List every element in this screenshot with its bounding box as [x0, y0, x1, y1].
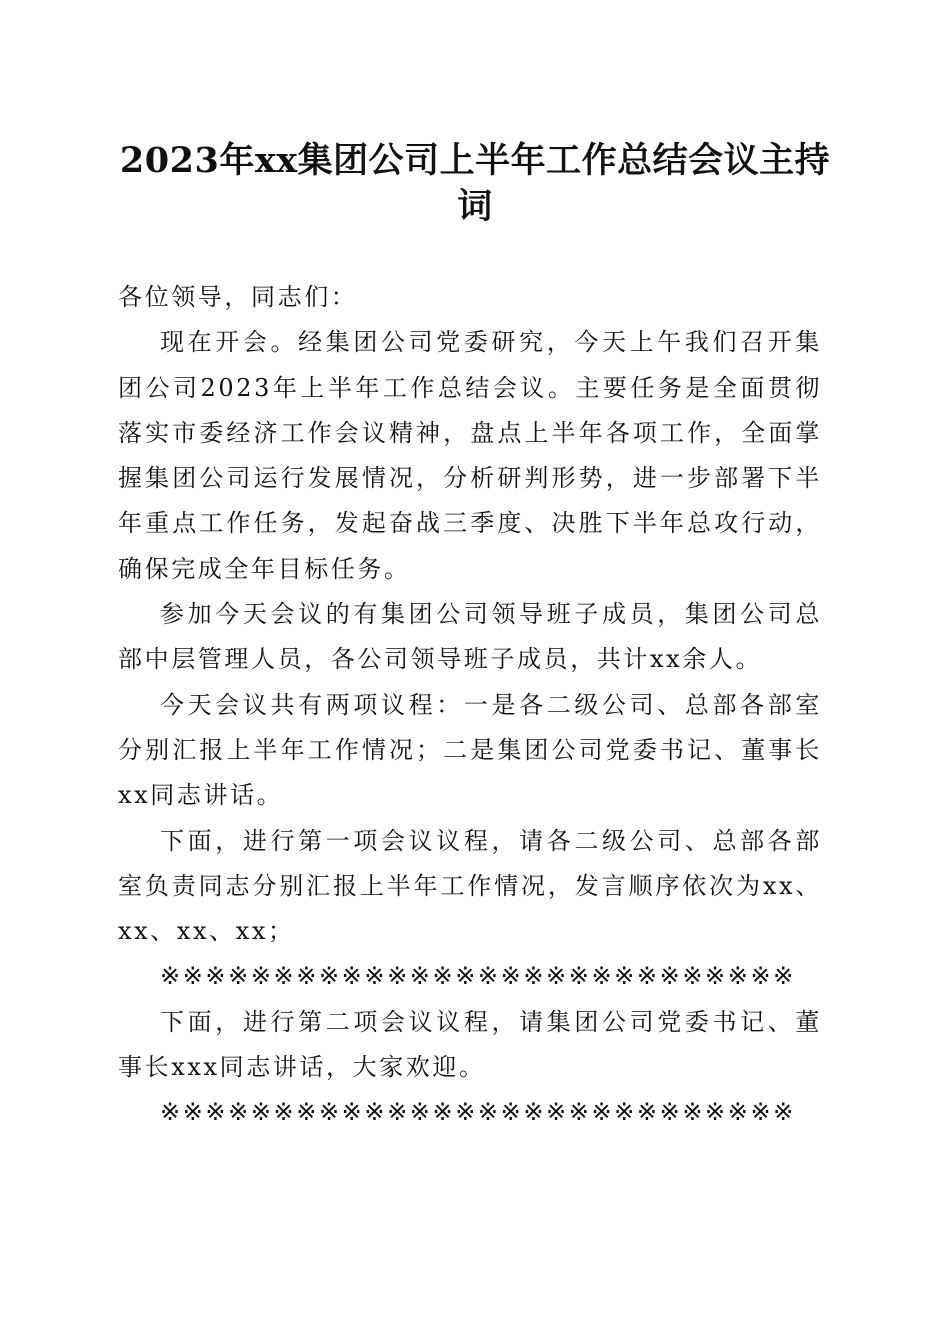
separator-line-1: ※※※※※※※※※※※※※※※※※※※※※※※※※※※※	[160, 962, 796, 991]
paragraph-opening: 现在开会。经集团公司党委研究，今天上午我们召开集团公司2023年上半年工作总结会议。主要任务是全面贯彻落实市委经济工作会议精神，盘点上半年各项工作，全面掌握集团公司运行发展情况，分析研判形势，进一步部署下半年重点工作任务，发起奋战三季度、决胜下半年总攻行动，确保完成全年目标任务。	[118, 328, 822, 583]
salutation: 各位领导，同志们：	[118, 283, 358, 311]
paragraph-attendees: 参加今天会议的有集团公司领导班子成员，集团公司总部中层管理人员，各公司领导班子成员，共计xx余人。	[118, 600, 822, 674]
document-title: 2023年xx集团公司上半年工作总结会议主持词	[119, 140, 831, 227]
paragraph-second-item: 下面，进行第二项会议议程，请集团公司党委书记、董事长xxx同志讲话，大家欢迎。	[118, 1007, 822, 1082]
document-body	[118, 275, 822, 1136]
paragraph-agenda: 今天会议共有两项议程：一是各二级公司、总部各部室分别汇报上半年工作情况；二是集团公司党委书记、董事长xx同志讲话。	[118, 690, 822, 810]
separator-line-2: ※※※※※※※※※※※※※※※※※※※※※※※※※※※※	[160, 1098, 796, 1127]
paragraph-first-item: 下面，进行第一项会议议程，请各二级公司、总部各部室负责同志分别汇报上半年工作情况，发言顺序依次为xx、xx、xx、xx；	[118, 826, 822, 946]
